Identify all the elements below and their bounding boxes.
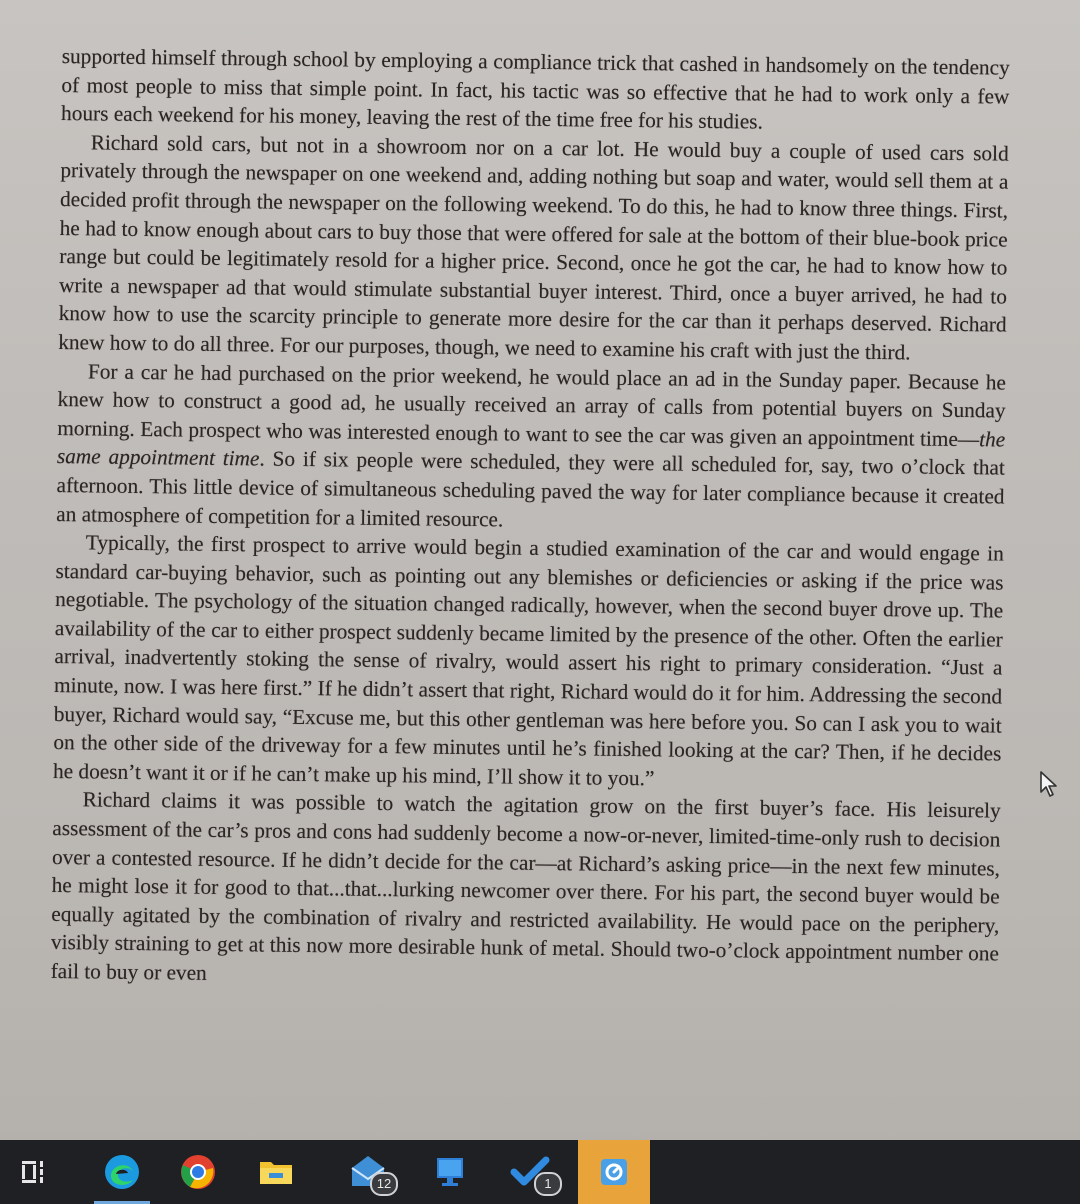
app-icon bbox=[594, 1152, 634, 1192]
active-app-taskbar-button[interactable] bbox=[578, 1140, 650, 1204]
chrome-browser-icon bbox=[178, 1152, 218, 1192]
monitor-app-icon bbox=[430, 1152, 470, 1192]
edge-browser-icon bbox=[102, 1152, 142, 1192]
file-explorer-taskbar-button[interactable] bbox=[240, 1140, 312, 1204]
mail-taskbar-button[interactable] bbox=[332, 1140, 404, 1204]
mail-unread-badge: 12 bbox=[370, 1172, 398, 1196]
folder-icon bbox=[256, 1152, 296, 1192]
book-page-text bbox=[49, 42, 1010, 1151]
taskbar bbox=[0, 1140, 1080, 1204]
paragraph-3-start: For a car he had purchased on the prior weekend, he would place an ad in the Sunday paper. Because he knew how to construct a good ad, he usually received an array of calls from potential buyers on Sunday morning. Each prospect who was interested enough to want to see the car was given an appointment time— bbox=[57, 358, 1007, 451]
todo-taskbar-button[interactable] bbox=[494, 1140, 566, 1204]
paragraph-1: supported himself through school by employing a compliance trick that cashed in handsomely on the tendency of most people to miss that simple point. In fact, his tactic was so effective that he had to work only a few hours each weekend for his money, leaving the rest of the time free for his studies. bbox=[60, 43, 1010, 134]
paragraph-5: Richard claims it was possible to watch the agitation grow on the first buyer’s face. His leisurely assessment of the car’s pros and cons had suddenly become a now-or-never, limited-time-only rush to decision over a contested resource. If he didn’t decide for the car—at Richard’s asking price—in the next few minutes, he might lose it for good to that...that...lurking newcomer over there. For his part, the second buyer would be equally agitated by the combination of rivalry and restricted availability. He would pace on the periphery, visibly straining to get at this now more desirable hunk of metal. Should two-o’clock appointment number one fail to buy or even bbox=[50, 787, 1001, 985]
paragraph-4: Typically, the first prospect to arrive would begin a studied examination of the car and would engage in standard car-buying behavior, such as pointing out any blemishes or deficiencies or asking if the price was negotiable. The psychology of the situation changed radically, however, when the second buyer drove up. The availability of the car to either prospect suddenly became limited by the presence of the other. Often the earlier arrival, inadvertently stoking the sense of rivalry, would assert his right to primary consideration. “Just a minute, now. I was here first.” If he didn’t assert that right, Richard would do it for him. Addressing the second buyer, Richard would say, “Excuse me, but this other gentleman was here before you. So can I ask you to wait on the other side of the driveway for a few minutes until he’s finished looking at the car? Then, if he decides he doesn’t want it or if he can’t make up his mind, I’ll show it to you.” bbox=[52, 530, 1004, 791]
store-taskbar-button[interactable] bbox=[414, 1140, 486, 1204]
paragraph-2: Richard sold cars, but not in a showroom nor on a car lot. He would buy a couple of used cars sold privately through the newspaper on one weekend and, adding nothing but soap and water, would sell them at a decided profit through the newspaper on the following weekend. To do this, he had to know three things. First, he had to know enough about cars to buy those that were offered for sale at the bottom of their blue-book price range but could be legitimately resold for a higher price. Second, once he got the car, he had to know how to write a newspaper ad that would stimulate substantial buyer interest. Third, once a buyer arrived, he had to know how to use the scarcity principle to generate more desire for the car than it perhaps deserved. Richard knew how to do all three. For our purposes, though, we need to examine his craft with just the third. bbox=[58, 130, 1009, 365]
paragraph-3-end: . So if six people were scheduled, they were all scheduled for, say, two o’clock that afternoon. This little device of simultaneous scheduling paved the way for later compliance because it created an atmosphere of competition for a limited resource. bbox=[56, 446, 1006, 531]
edge-taskbar-button[interactable] bbox=[86, 1140, 158, 1204]
paragraph-3 bbox=[56, 357, 1006, 540]
todo-count-badge: 1 bbox=[534, 1172, 562, 1196]
chrome-taskbar-button[interactable] bbox=[162, 1140, 234, 1204]
paragraph-3-emphasis: the same appointment time bbox=[56, 426, 1006, 471]
task-view-icon bbox=[17, 1157, 47, 1187]
task-view-button[interactable] bbox=[4, 1140, 60, 1204]
mouse-pointer-icon bbox=[1038, 770, 1062, 798]
